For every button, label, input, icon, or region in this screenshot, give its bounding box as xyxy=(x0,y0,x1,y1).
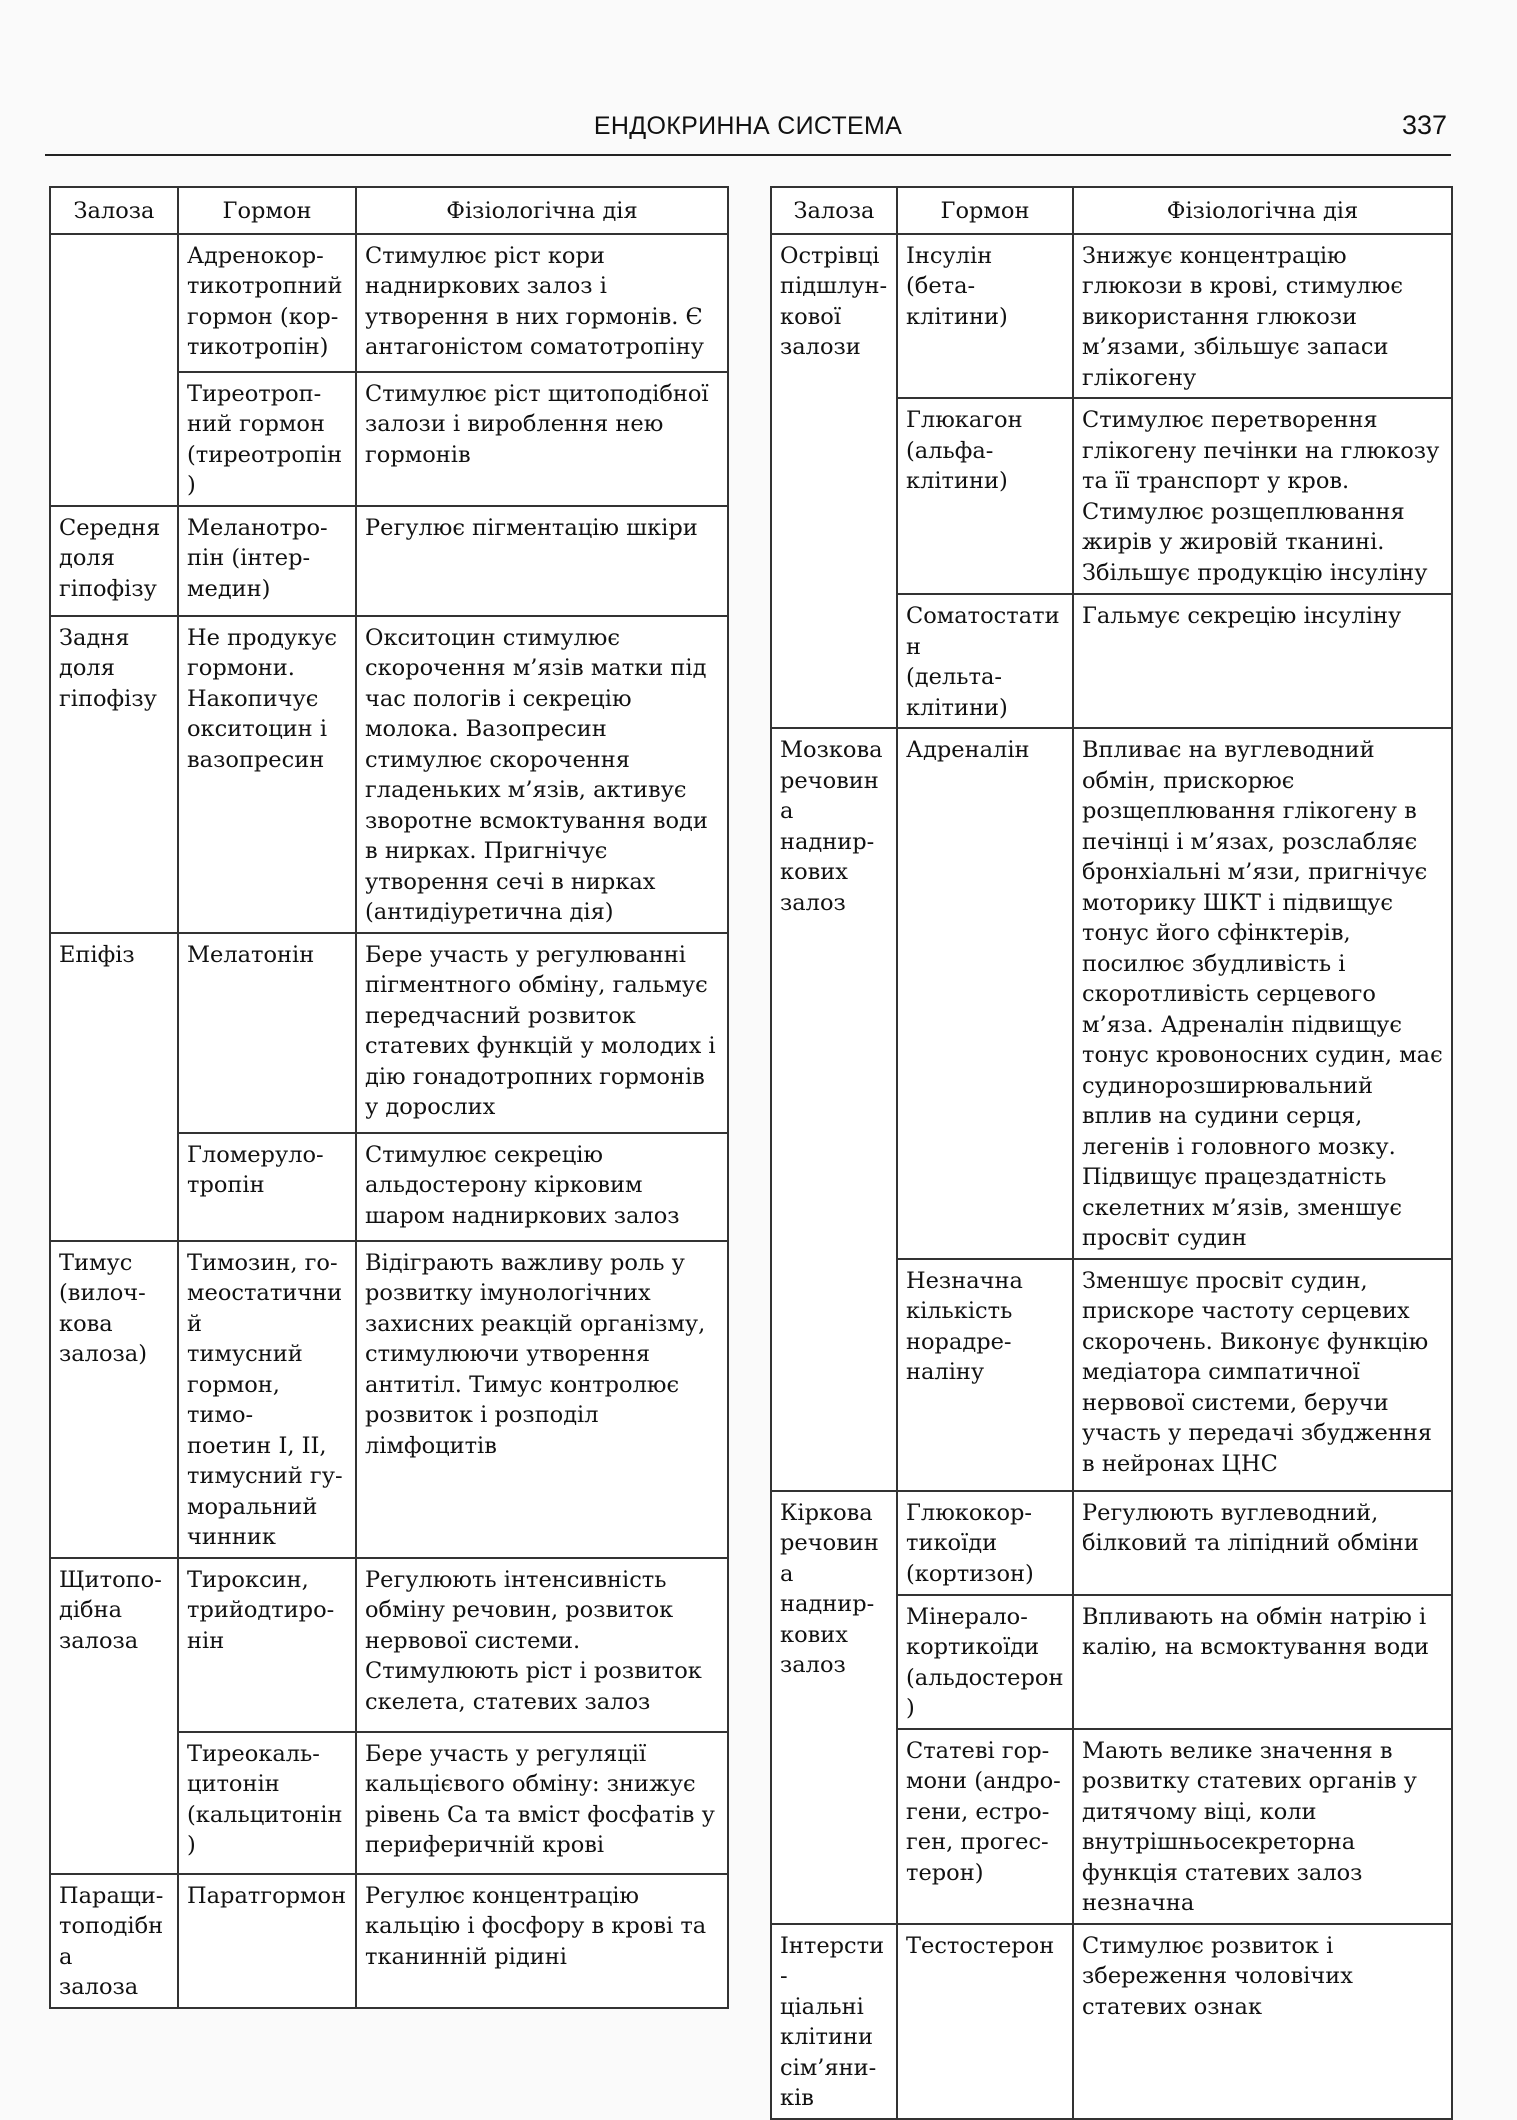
hormone-cell: Адреналін xyxy=(897,728,1073,1259)
action-cell: Бере участь у регулюванні пігментного обміну, гальмує передчасний розвиток статевих функцій у молодих і дію гонадотропних гормонів у дорослих xyxy=(356,933,728,1133)
action-cell: Окситоцин стимулює скорочення м’язів матки під час пологів і секрецію молока. Вазопресин стимулює скорочення гладеньких м’язів, активує зворотне всмоктування води в нирках. Пригнічує утворення сечі в нирках (антидіуретична дія) xyxy=(356,616,728,933)
gland-cell: Тимус (вилоч- кова залоза) xyxy=(50,1241,178,1558)
table-row xyxy=(50,616,728,933)
hormones-table-left xyxy=(49,186,729,2009)
action-cell: Регулюють вуглеводний, білковий та ліпідний обміни xyxy=(1073,1491,1452,1595)
hormone-cell: Глюкагон (альфа- клітини) xyxy=(897,398,1073,594)
action-cell: Гальмує секрецію інсуліну xyxy=(1073,594,1452,728)
page-header xyxy=(45,110,1451,156)
action-cell: Відіграють важливу роль у розвитку імунологічних захисних реакцій організму, стимулюючи утворення антитіл. Тимус контролює розвиток і розподіл лімфоцитів xyxy=(356,1241,728,1558)
hormone-cell: Тиреокаль- цитонін (кальцитонін) xyxy=(178,1732,356,1874)
action-cell: Впливає на вуглеводний обмін, прискорює розщеплювання глікогену в печінці і м’язах, розслабляє бронхіальні м’язи, пригнічує моторику ШКТ і підвищує тонус його сфінктерів, посилює збудливість і скоротливість серцевого м’яза. Адреналін підвищує тонус кровоносних судин, має судинорозширювальний вплив на судини серця, легенів і головного мозку. Підвищує працездатність скелетних м’язів, зменшує просвіт судин xyxy=(1073,728,1452,1259)
column-header-hormone: Гормон xyxy=(897,187,1073,234)
gland-cell: Кіркова речовина наднир- кових залоз xyxy=(771,1491,897,1924)
hormone-cell: Меланотро- пін (інтер- медин) xyxy=(178,506,356,616)
table-row xyxy=(50,1874,728,2008)
hormone-cell: Тиреотроп- ний гормон (тиреотропін) xyxy=(178,372,356,506)
column-header-gland: Залоза xyxy=(771,187,897,234)
hormone-cell: Мелатонін xyxy=(178,933,356,1133)
hormone-cell: Мінерало- кортикоїди (альдостерон) xyxy=(897,1595,1073,1729)
hormone-cell: Інсулін (бета- клітини) xyxy=(897,234,1073,399)
hormone-cell: Незначна кількість норадре- наліну xyxy=(897,1259,1073,1491)
column-header-action: Фізіологічна дія xyxy=(1073,187,1452,234)
table-row xyxy=(50,1558,728,1732)
table-row xyxy=(771,728,1452,1259)
table-header-row xyxy=(50,187,728,234)
hormone-cell: Адренокор- тикотропний гормон (кор- тикотропін) xyxy=(178,234,356,372)
hormone-cell: Не продукує гормони. Накопичує окситоцин і вазопресин xyxy=(178,616,356,933)
hormone-cell: Гломеруло- тропін xyxy=(178,1133,356,1241)
gland-cell: Мозкова речовина наднир- кових залоз xyxy=(771,728,897,1491)
action-cell: Регулює пігментацію шкіри xyxy=(356,506,728,616)
action-cell: Мають велике значення в розвитку статевих органів у дитячому віці, коли внутрішньосекреторна функція статевих залоз незначна xyxy=(1073,1729,1452,1924)
column-header-action: Фізіологічна дія xyxy=(356,187,728,234)
action-cell: Знижує концентрацію глюкози в крові, стимулює використання глюкози м’язами, збільшує запаси глікогену xyxy=(1073,234,1452,399)
column-header-hormone: Гормон xyxy=(178,187,356,234)
gland-cell: Паращи- топодібна залоза xyxy=(50,1874,178,2008)
action-cell: Стимулює ріст кори надниркових залоз і утворення в них гормонів. Є антагоністом соматотропіну xyxy=(356,234,728,372)
gland-cell: Середня доля гіпофізу xyxy=(50,506,178,616)
action-cell: Стимулює ріст щитоподібної залози і вироблення нею гормонів xyxy=(356,372,728,506)
page-title: ЕНДОКРИННА СИСТЕМА xyxy=(593,112,903,140)
action-cell: Регулюють інтенсивність обміну речовин, розвиток нервової системи. Стимулюють ріст і розвиток скелета, статевих залоз xyxy=(356,1558,728,1732)
action-cell: Бере участь у регуляції кальцієвого обміну: знижує рівень Са та вміст фосфатів у периферичній крові xyxy=(356,1732,728,1874)
hormone-cell: Соматостатин (дельта- клітини) xyxy=(897,594,1073,728)
hormone-cell: Паратгормон xyxy=(178,1874,356,2008)
action-cell: Впливають на обмін натрію і калію, на всмоктування води xyxy=(1073,1595,1452,1729)
gland-cell: Острівці підшлун- кової залози xyxy=(771,234,897,729)
gland-cell: Інтерсти- ціальні клітини сім’яни- ків xyxy=(771,1924,897,2119)
hormone-cell: Тироксин, трийодтиро- нін xyxy=(178,1558,356,1732)
hormone-cell: Тестостерон xyxy=(897,1924,1073,2119)
column-header-gland: Залоза xyxy=(50,187,178,234)
gland-cell: Задня доля гіпофізу xyxy=(50,616,178,933)
hormone-cell: Статеві гор- мони (андро- гени, естро- ген, прогес- терон) xyxy=(897,1729,1073,1924)
table-row xyxy=(50,1241,728,1558)
action-cell: Зменшує просвіт судин, прискоре частоту серцевих скорочень. Виконує функцію медіатора симпатичної нервової системи, беручи участь у передачі збудження в нейронах ЦНС xyxy=(1073,1259,1452,1491)
table-row xyxy=(50,933,728,1133)
gland-cell: Епіфіз xyxy=(50,933,178,1241)
gland-cell xyxy=(50,234,178,506)
hormones-table-right xyxy=(770,186,1453,2120)
action-cell: Стимулює розвиток і збереження чоловічих статевих ознак xyxy=(1073,1924,1452,2119)
table-row xyxy=(50,506,728,616)
page-number: 337 xyxy=(1401,110,1447,140)
table-row xyxy=(771,234,1452,399)
gland-cell: Щитопо- дібна залоза xyxy=(50,1558,178,1874)
table-row xyxy=(50,234,728,372)
table-header-row xyxy=(771,187,1452,234)
action-cell: Стимулює перетворення глікогену печінки на глюкозу та її транспорт у кров. Стимулює розщеплювання жирів у жировій тканині. Збільшує продукцію інсуліну xyxy=(1073,398,1452,594)
action-cell: Стимулює секрецію альдостерону кірковим шаром надниркових залоз xyxy=(356,1133,728,1241)
table-row xyxy=(771,1924,1452,2119)
table-row xyxy=(771,1491,1452,1595)
hormone-cell: Тимозин, го- меостатичний тимусний гормон, тимо- поетин I, II, тимусний гу- моральний чинник xyxy=(178,1241,356,1558)
hormone-cell: Глюкокор- тикоїди (кортизон) xyxy=(897,1491,1073,1595)
action-cell: Регулює концентрацію кальцію і фосфору в крові та тканинній рідині xyxy=(356,1874,728,2008)
